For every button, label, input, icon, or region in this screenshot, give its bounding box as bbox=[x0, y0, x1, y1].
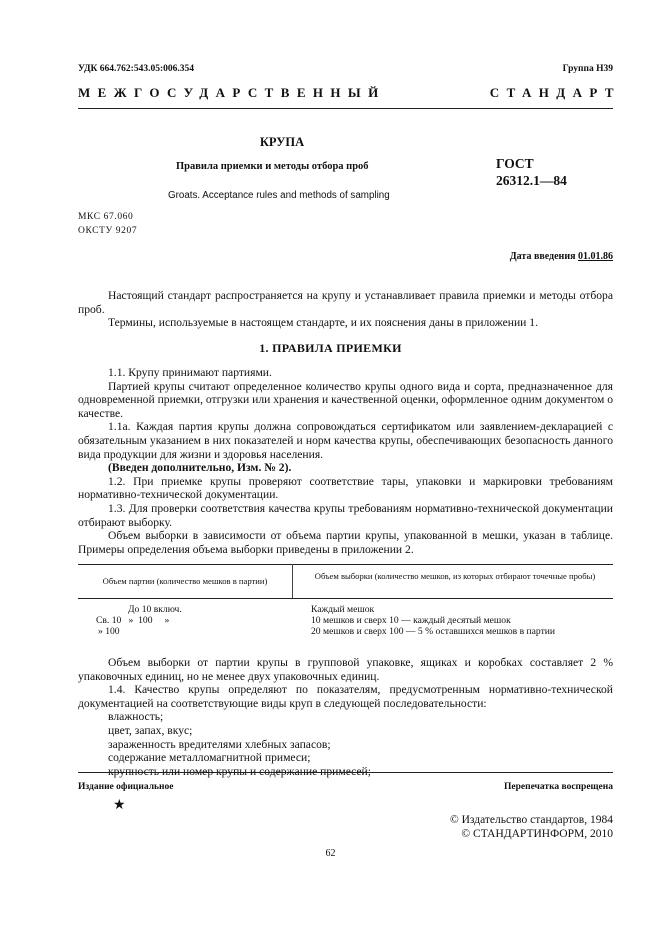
copyright-2010: © СТАНДАРТИНФОРМ, 2010 bbox=[461, 828, 613, 840]
section-heading: 1. ПРАВИЛА ПРИЕМКИ bbox=[259, 341, 402, 355]
table-header-sample: Объем выборки (количество мешков, из которых отбирают точечные пробы) bbox=[314, 571, 596, 581]
section-1-text bbox=[78, 366, 613, 556]
intro-paragraph-2: Термины, используемые в настоящем стандарте, и их пояснения даны в приложении 1. bbox=[108, 316, 538, 330]
list-item: зараженность вредителями хлебных запасов; bbox=[108, 737, 331, 751]
star-icon: ★ bbox=[113, 798, 126, 813]
table-header-lot: Объем партии (количество мешков в партии) bbox=[102, 576, 268, 586]
table-row-3-sample: 20 мешков и сверх 100 — 5 % оставшихся мешков в партии bbox=[311, 626, 556, 637]
list-item: содержание металломагнитной примеси; bbox=[108, 751, 311, 765]
table-row-1-lot: До 10 включ. bbox=[128, 604, 182, 615]
clause-1-1-lot-definition: Партией крупы считают определенное количество крупы одного вида и сорта, предназначенное для одновременной приемки, отгрузки или хранения и качественной оценки, оформленное одним документом о качестве. bbox=[78, 379, 613, 420]
after-table-text bbox=[78, 656, 613, 778]
intro-text bbox=[78, 289, 613, 330]
list-item: влажность; bbox=[108, 710, 164, 724]
official-edition-label: Издание официальное bbox=[78, 782, 174, 792]
header-rule bbox=[78, 108, 613, 109]
table-row-2-lot: Св. 10 » 100 » bbox=[96, 615, 170, 626]
clause-1-3: 1.3. Для проверки соответствия качества крупы требованиям нормативно-технической документации отбирают выборку. bbox=[78, 501, 613, 529]
english-title: Groats. Acceptance rules and methods of sampling bbox=[168, 190, 390, 201]
table-header-rule bbox=[78, 598, 613, 599]
intro-date-label: Дата введения bbox=[509, 251, 576, 262]
clause-1-3-sample-volume: Объем выборки в зависимости от объема партии крупы, упакованной в мешки, указан в таблице. Примеры определения объема выборки приведены в приложении 2. bbox=[78, 529, 613, 556]
group-code: Группа Н39 bbox=[562, 64, 613, 74]
clause-1-2: 1.2. При приемке крупы проверяют соответствие тары, упаковки и маркировки требованиям нормативно-технической документации. bbox=[78, 474, 613, 502]
page-number: 62 bbox=[325, 848, 336, 859]
interstate-label: МЕЖГОСУДАРСТВЕННЫЙ bbox=[78, 85, 386, 100]
copyright-1984: © Издательство стандартов, 1984 bbox=[449, 814, 613, 826]
clause-1-1a: 1.1а. Каждая партия крупы должна сопровождаться сертификатом или заявлением-декларацией с обязательным указанием в них показателей и норм качества крупы, обеспечивающих безопасность данного вида продукции для жизни и здоровья населения. bbox=[78, 420, 613, 461]
table-row-2-sample: 10 мешков и сверх 10 — каждый десятый мешок bbox=[311, 615, 511, 626]
clause-1-1: 1.1. Крупу принимают партиями. bbox=[108, 366, 272, 379]
list-item: крупность или номер крупы и содержание примесей; bbox=[108, 764, 371, 778]
doc-subtitle: Правила приемки и методы отбора проб bbox=[176, 161, 369, 172]
clause-1-4: 1.4. Качество крупы определяют по показателям, предусмотренным нормативно-технической документацией на соответствующие виды круп в следующей последовательности: bbox=[78, 683, 613, 710]
intro-date-value: 01.01.86 bbox=[578, 251, 613, 262]
table-top-rule bbox=[78, 564, 613, 565]
table-column-divider bbox=[292, 564, 293, 598]
footer-rule bbox=[78, 772, 613, 773]
intro-paragraph-1: Настоящий стандарт распространяется на крупу и устанавливает правила приемки и методы отбора проб. bbox=[78, 289, 613, 316]
udk-code: УДК 664.762:543.05:006.354 bbox=[78, 64, 195, 74]
intro-date bbox=[510, 251, 613, 262]
mks-code: МКС 67.060 bbox=[78, 212, 134, 222]
amendment-note: (Введен дополнительно, Изм. № 2). bbox=[108, 461, 292, 475]
gost-label: ГОСТ bbox=[496, 156, 534, 171]
okstu-code: ОКСТУ 9207 bbox=[78, 226, 138, 236]
group-packaging-paragraph: Объем выборки от партии крупы в групповой упаковке, ящиках и коробках составляет 2 % упаковочных единиц, но не менее двух упаковочных единиц. bbox=[78, 656, 613, 683]
table-row-3-lot: » 100 bbox=[98, 626, 120, 637]
doc-title: КРУПА bbox=[259, 135, 305, 149]
list-item: цвет, запах, вкус; bbox=[108, 723, 193, 737]
reprint-prohibited-label: Перепечатка воспрещена bbox=[503, 782, 613, 792]
standard-label: СТАНДАРТ bbox=[489, 85, 621, 100]
table-row-1-sample: Каждый мешок bbox=[311, 604, 375, 615]
gost-number: 26312.1—84 bbox=[496, 173, 567, 188]
